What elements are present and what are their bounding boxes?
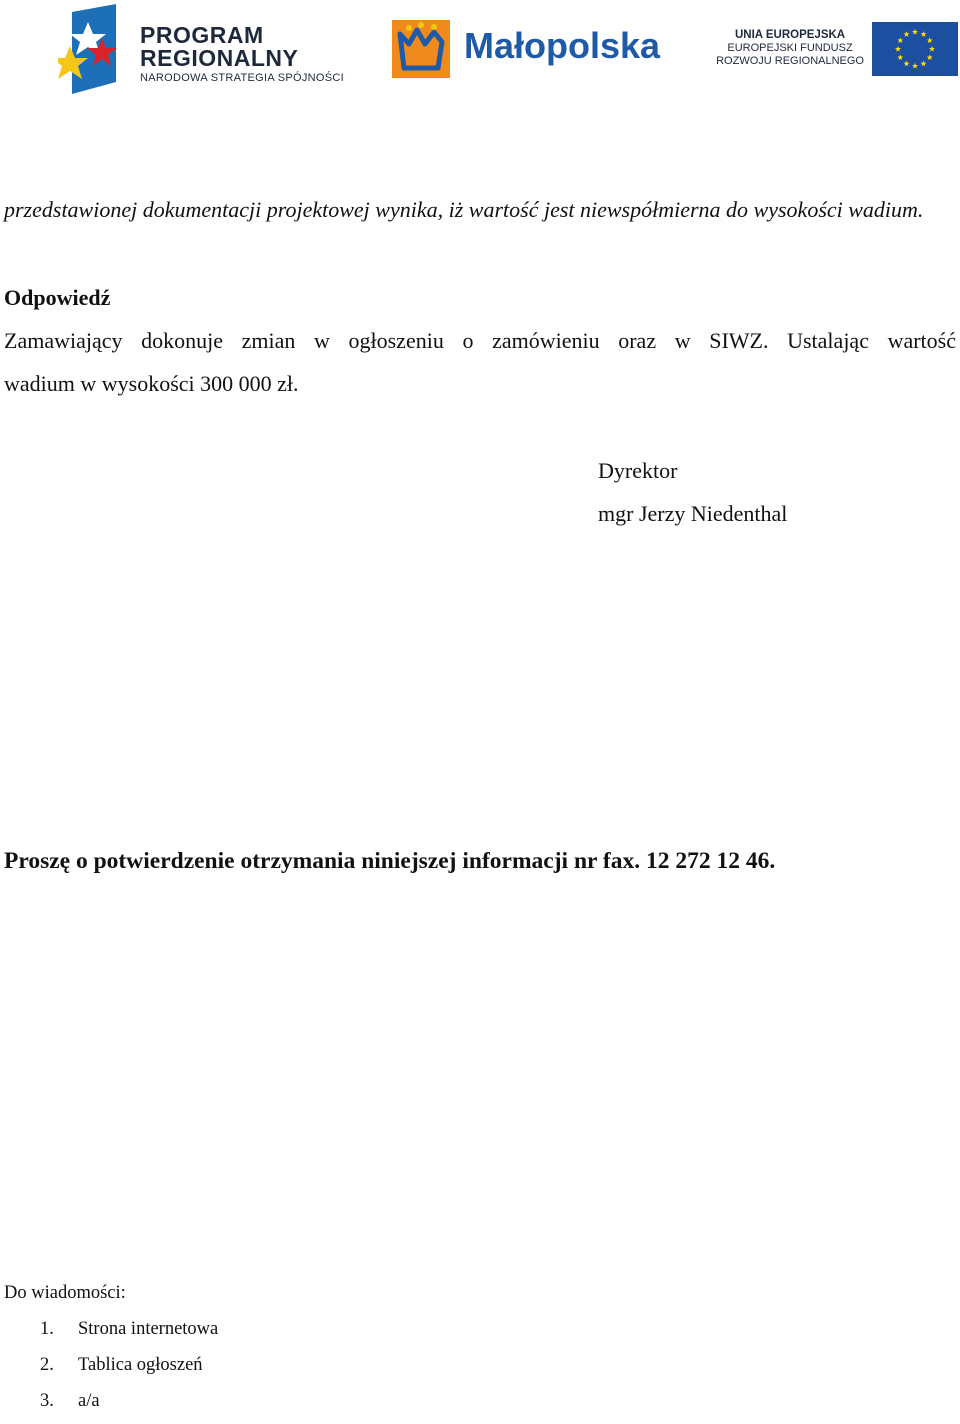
program-regionalny-logo: [58, 4, 358, 94]
program-regionalny-line2: REGIONALNY: [140, 45, 299, 71]
program-regionalny-line1: PROGRAM: [140, 22, 264, 48]
malopolska-wordmark: Małopolska: [464, 25, 661, 66]
answer-heading: Odpowiedź: [4, 285, 111, 310]
distribution-item-label: Strona internetowa: [78, 1319, 219, 1339]
distribution-item-label: Tablica ogłoszeń: [78, 1355, 203, 1375]
signature-title: Dyrektor: [598, 458, 678, 483]
malopolska-crown-icon: [392, 20, 450, 78]
eu-flag-icon: [872, 22, 958, 76]
malopolska-logo: [392, 20, 692, 78]
program-regionalny-line3: NARODOWA STRATEGIA SPÓJNOŚCI: [140, 72, 344, 84]
question-text: przedstawionej dokumentacji projektowej wynika, iż wartość jest niewspółmierna do wysokości wadium.: [4, 197, 924, 222]
distribution-item-label: a/a: [78, 1391, 100, 1411]
distribution-item-number: 1.: [40, 1319, 54, 1339]
fax-confirmation-notice: Proszę o potwierdzenie otrzymania niniejszej informacji nr fax. 12 272 12 46.: [4, 848, 776, 874]
program-regionalny-star-icon: [58, 4, 120, 94]
distribution-item-number: 2.: [40, 1355, 54, 1375]
unia-europejska-line3: ROZWOJU REGIONALNEGO: [716, 55, 864, 67]
distribution-heading: Do wiadomości:: [4, 1283, 126, 1303]
answer-text-line1: Zamawiający dokonuje zmian w ogłoszeniu o zamówieniu oraz w SIWZ. Ustalając wartość: [4, 328, 956, 353]
answer-text-line2: wadium w wysokości 300 000 zł.: [4, 371, 299, 396]
unia-europejska-logo: [718, 22, 960, 78]
signature-name: mgr Jerzy Niedenthal: [598, 501, 788, 526]
unia-europejska-line2: EUROPEJSKI FUNDUSZ: [727, 42, 853, 54]
distribution-item-number: 3.: [40, 1391, 54, 1411]
unia-europejska-line1: UNIA EUROPEJSKA: [734, 29, 846, 41]
header-logos: [0, 0, 960, 100]
